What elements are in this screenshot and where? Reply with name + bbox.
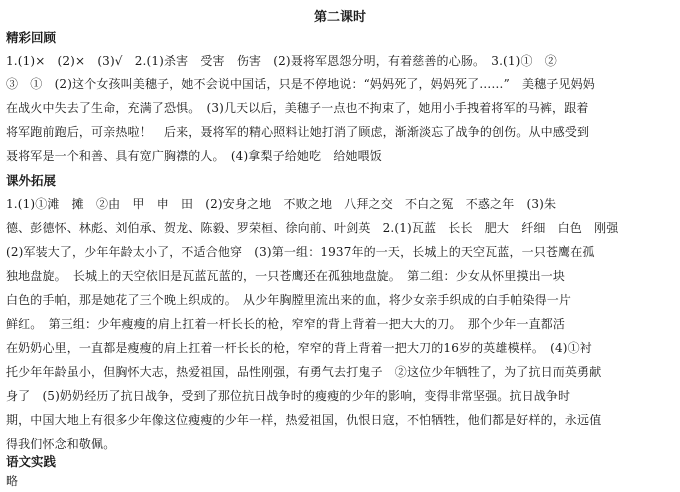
page-title: 第二课时 bbox=[313, 10, 366, 25]
text-line: 1.(1)× (2)× (3)√ 2.(1)杀害 受害 伤害 (2)聂将军恩怨分明，有着慈善的心肠。 3.(1)① ② bbox=[6, 54, 557, 68]
text-line: 身了 (5)奶奶经历了抗日战争，受到了那位抗日战争时的瘦瘦的少年的影响，变得非常坚强。抗日战争时 bbox=[6, 389, 571, 403]
text-line: 白色的手帕，那是她花了三个晚上织成的。 从少年胸膛里流出来的血，将少女亲手织成的白手帕染得一片 bbox=[6, 293, 572, 307]
text-line: ③ ① (2)这个女孩叫美穗子，她不会说中国话，只是不停地说：“妈妈死了，妈妈死了……” 美穗子见妈妈 bbox=[6, 77, 595, 91]
section-heading-review: 精彩回顾 bbox=[6, 30, 57, 45]
text-line: 期，中国大地上有很多少年像这位瘦瘦的少年一样，热爱祖国，仇恨日寇，不怕牺牲，他们都是好样的，永远值 bbox=[6, 413, 602, 427]
text-line: 将军跑前跑后，可亲热啦！ 后来，聂将军的精心照料让她打消了顾虑，渐渐淡忘了战争的创伤。从中感受到 bbox=[6, 125, 590, 139]
text-line: 得我们怀念和敬佩。 bbox=[6, 437, 116, 451]
text-line: 德、彭德怀、林彪、刘伯承、贺龙、陈毅、罗荣桓、徐向前、叶剑英 2.(1)瓦蓝 长长 肥大 纤细 白色 刚强 bbox=[6, 221, 619, 235]
section-content-practice: 略 bbox=[6, 474, 19, 488]
section-heading-practice: 语文实践 bbox=[6, 454, 57, 469]
text-line: 鲜红。 第三组：少年瘦瘦的肩上扛着一杆长长的枪，窄窄的背上背着一把大大的刀。 那个少年一直都活 bbox=[6, 317, 566, 331]
text-line: (2)军装大了，少年年龄太小了，不适合他穿 (3)第一组：1937年的一天，长城上的天空瓦蓝，一只苍鹰在孤 bbox=[6, 245, 595, 259]
text-line: 聂将军是一个和善、具有宽广胸襟的人。 (4)拿梨子给她吃 给她喂饭 bbox=[6, 149, 382, 163]
text-line: 独地盘旋。 长城上的天空依旧是瓦蓝瓦蓝的，一只苍鹰还在孤独地盘旋。 第二组：少女从怀里摸出一块 bbox=[6, 269, 566, 283]
text-line: 1.(1)①滩 摊 ②由 甲 申 田 (2)安身之地 不败之地 八拜之交 不白之冤 不惑之年 (3)朱 bbox=[6, 197, 557, 211]
text-line: 托少年年龄虽小，但胸怀大志，热爱祖国，品性刚强，有勇气去打鬼子 ②这位少年牺牲了，为了抗日而英勇献 bbox=[6, 365, 602, 379]
text-line: 在战火中失去了生命，充满了恐惧。 (3)几天以后，美穗子一点也不拘束了，她用小手拽着将军的马裤，跟着 bbox=[6, 101, 589, 115]
text-line: 在奶奶心里，一直都是瘦瘦的肩上扛着一杆长长的枪，窄窄的背上背着一把大刀的16岁的英雄模样。 (4)①衬 bbox=[6, 341, 592, 355]
section-heading-extension: 课外拓展 bbox=[6, 173, 57, 188]
